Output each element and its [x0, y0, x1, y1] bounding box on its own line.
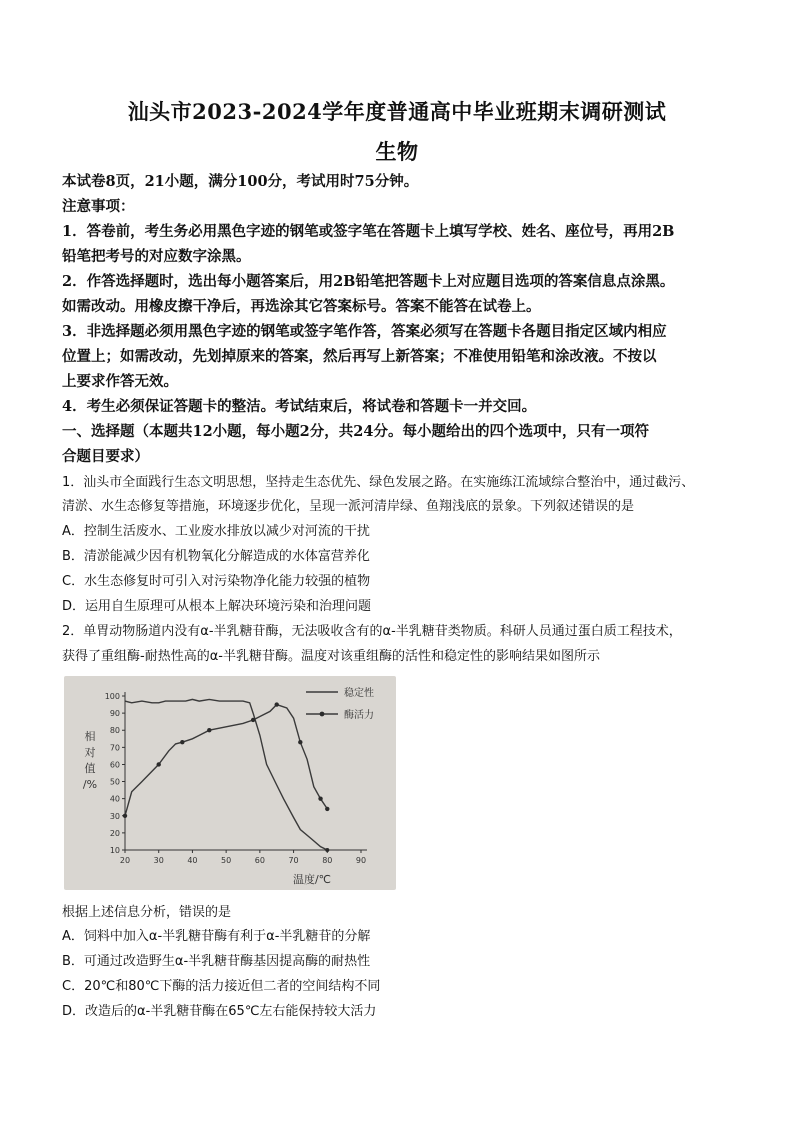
question-2-stem: 获得了重组酶-耐热性高的α-半乳糖苷酶。温度对该重组酶的活性和稳定性的影响结果如图所示	[62, 649, 600, 664]
section-heading: 合题目要求）	[62, 448, 149, 465]
y-tick-label: 50	[109, 777, 120, 787]
y-axis-label-char: 值	[84, 762, 96, 775]
y-tick-label: 100	[104, 692, 120, 701]
chart-legend	[306, 686, 374, 721]
series-point	[180, 740, 184, 744]
series-point	[325, 807, 329, 811]
exam-intro: 本试卷8页，21小题，满分100分，考试用时75分钟。	[62, 173, 419, 190]
chart-series	[123, 699, 330, 852]
series-point	[123, 814, 127, 818]
series-point	[157, 762, 161, 766]
legend-label: 酶活力	[344, 710, 374, 721]
question-1-option-a: A．控制生活废水、工业废水排放以减少对河流的干扰	[62, 524, 370, 539]
notice-line: 1．答卷前，考生务必用黑色字迹的钢笔或签字笔在答题卡上填写学校、姓名、座位号，再用2B	[62, 223, 675, 240]
question-2-option-b: B．可通过改造野生α-半乳糖苷酶基因提高酶的耐热性	[62, 954, 371, 969]
question-1-stem: 清淤、水生态修复等措施，环境逐步优化，呈现一派河清岸绿、鱼翔浅底的景象。下列叙述错误的是	[62, 499, 635, 514]
question-2-option-d: D．改造后的α-半乳糖苷酶在65℃左右能保持较大活力	[62, 1004, 377, 1019]
series-point	[275, 702, 279, 706]
series-point	[318, 796, 322, 800]
x-tick-label: 30	[153, 856, 164, 865]
notice-line: 4．考生必须保证答题卡的整洁。考试结束后，将试卷和答题卡一并交回。	[62, 398, 537, 415]
y-tick-label: 60	[109, 760, 120, 770]
question-1-option-b: B．清淤能减少因有机物氧化分解造成的水体富营养化	[62, 549, 370, 564]
section-heading: 一、选择题（本题共12小题，每小题2分，共24分。每小题给出的四个选项中，只有一项符	[62, 423, 649, 440]
x-tick-label: 90	[355, 856, 367, 865]
x-axis-label: 温度/℃	[292, 873, 332, 886]
notice-line: 上要求作答无效。	[62, 373, 178, 390]
y-tick-label: 10	[109, 846, 120, 855]
y-axis-label-char: /%	[82, 778, 98, 791]
notice-line: 3．非选择题必须用黑色字迹的钢笔或签字笔作答，答案必须写在答题卡各题目指定区域内相应	[62, 323, 667, 340]
series-point	[207, 728, 211, 732]
notice-line: 铅笔把考号的对应数字涂黑。	[62, 248, 251, 265]
enzyme-temperature-chart	[64, 676, 396, 890]
question-2-prompt: 根据上述信息分析，错误的是	[62, 905, 232, 920]
y-tick-label: 80	[109, 726, 120, 736]
subject-title: 生物	[375, 139, 419, 164]
x-tick-label: 70	[288, 856, 299, 865]
question-1-option-d: D．运用自生原理可从根本上解决环境污染和治理问题	[62, 599, 372, 614]
x-tick-label: 50	[221, 856, 232, 865]
question-2-stem: 2．单胃动物肠道内没有α-半乳糖苷酶，无法吸收含有的α-半乳糖苷类物质。科研人员通过蛋白质工程技术，	[62, 624, 682, 639]
x-tick-label: 80	[322, 856, 333, 865]
notice-line: 2．作答选择题时，选出每小题答案后，用2B铅笔把答题卡上对应题目选项的答案信息点涂黑。	[62, 273, 675, 290]
question-2-option-a: A．饲料中加入α-半乳糖苷酶有利于α-半乳糖苷的分解	[62, 929, 371, 944]
legend-marker	[320, 712, 325, 717]
series-line-1	[125, 705, 327, 816]
legend-label: 稳定性	[344, 688, 374, 699]
y-tick-label: 70	[109, 743, 120, 753]
y-tick-label: 40	[109, 794, 120, 804]
exam-title: 汕头市2023-2024学年度普通高中毕业班期末调研测试	[127, 99, 667, 124]
x-tick-label: 60	[254, 856, 265, 865]
chart-svg	[64, 676, 396, 890]
y-axis-label-char: 相	[84, 730, 96, 743]
x-tick-label: 40	[187, 856, 198, 865]
notice-line: 如需改动。用橡皮擦干净后，再选涂其它答案标号。答案不能答在试卷上。	[62, 298, 541, 315]
notice-line: 位置上；如需改动，先划掉原来的答案，然后再写上新答案；不准使用铅笔和涂改液。不按以	[62, 348, 657, 365]
y-tick-label: 20	[109, 828, 120, 838]
series-point	[251, 718, 255, 722]
y-axis-label	[83, 729, 97, 791]
y-axis-label-char: 对	[84, 746, 96, 759]
x-tick-label: 20	[119, 856, 131, 865]
series-point	[298, 740, 302, 744]
y-tick-label: 90	[109, 709, 120, 719]
question-2-option-c: C．20℃和80℃下酶的活力接近但二者的空间结构不同	[62, 979, 381, 994]
series-point	[325, 848, 329, 852]
notice-heading: 注意事项：	[62, 198, 135, 215]
question-1-option-c: C．水生态修复时可引入对污染物净化能力较强的植物	[62, 574, 371, 589]
series-line-0	[125, 699, 327, 850]
y-tick-label: 30	[109, 811, 120, 821]
question-1-stem: 1．汕头市全面践行生态文明思想，坚持走生态优先、绿色发展之路。在实施练江流域综合整治中，通过截污、	[62, 475, 695, 490]
